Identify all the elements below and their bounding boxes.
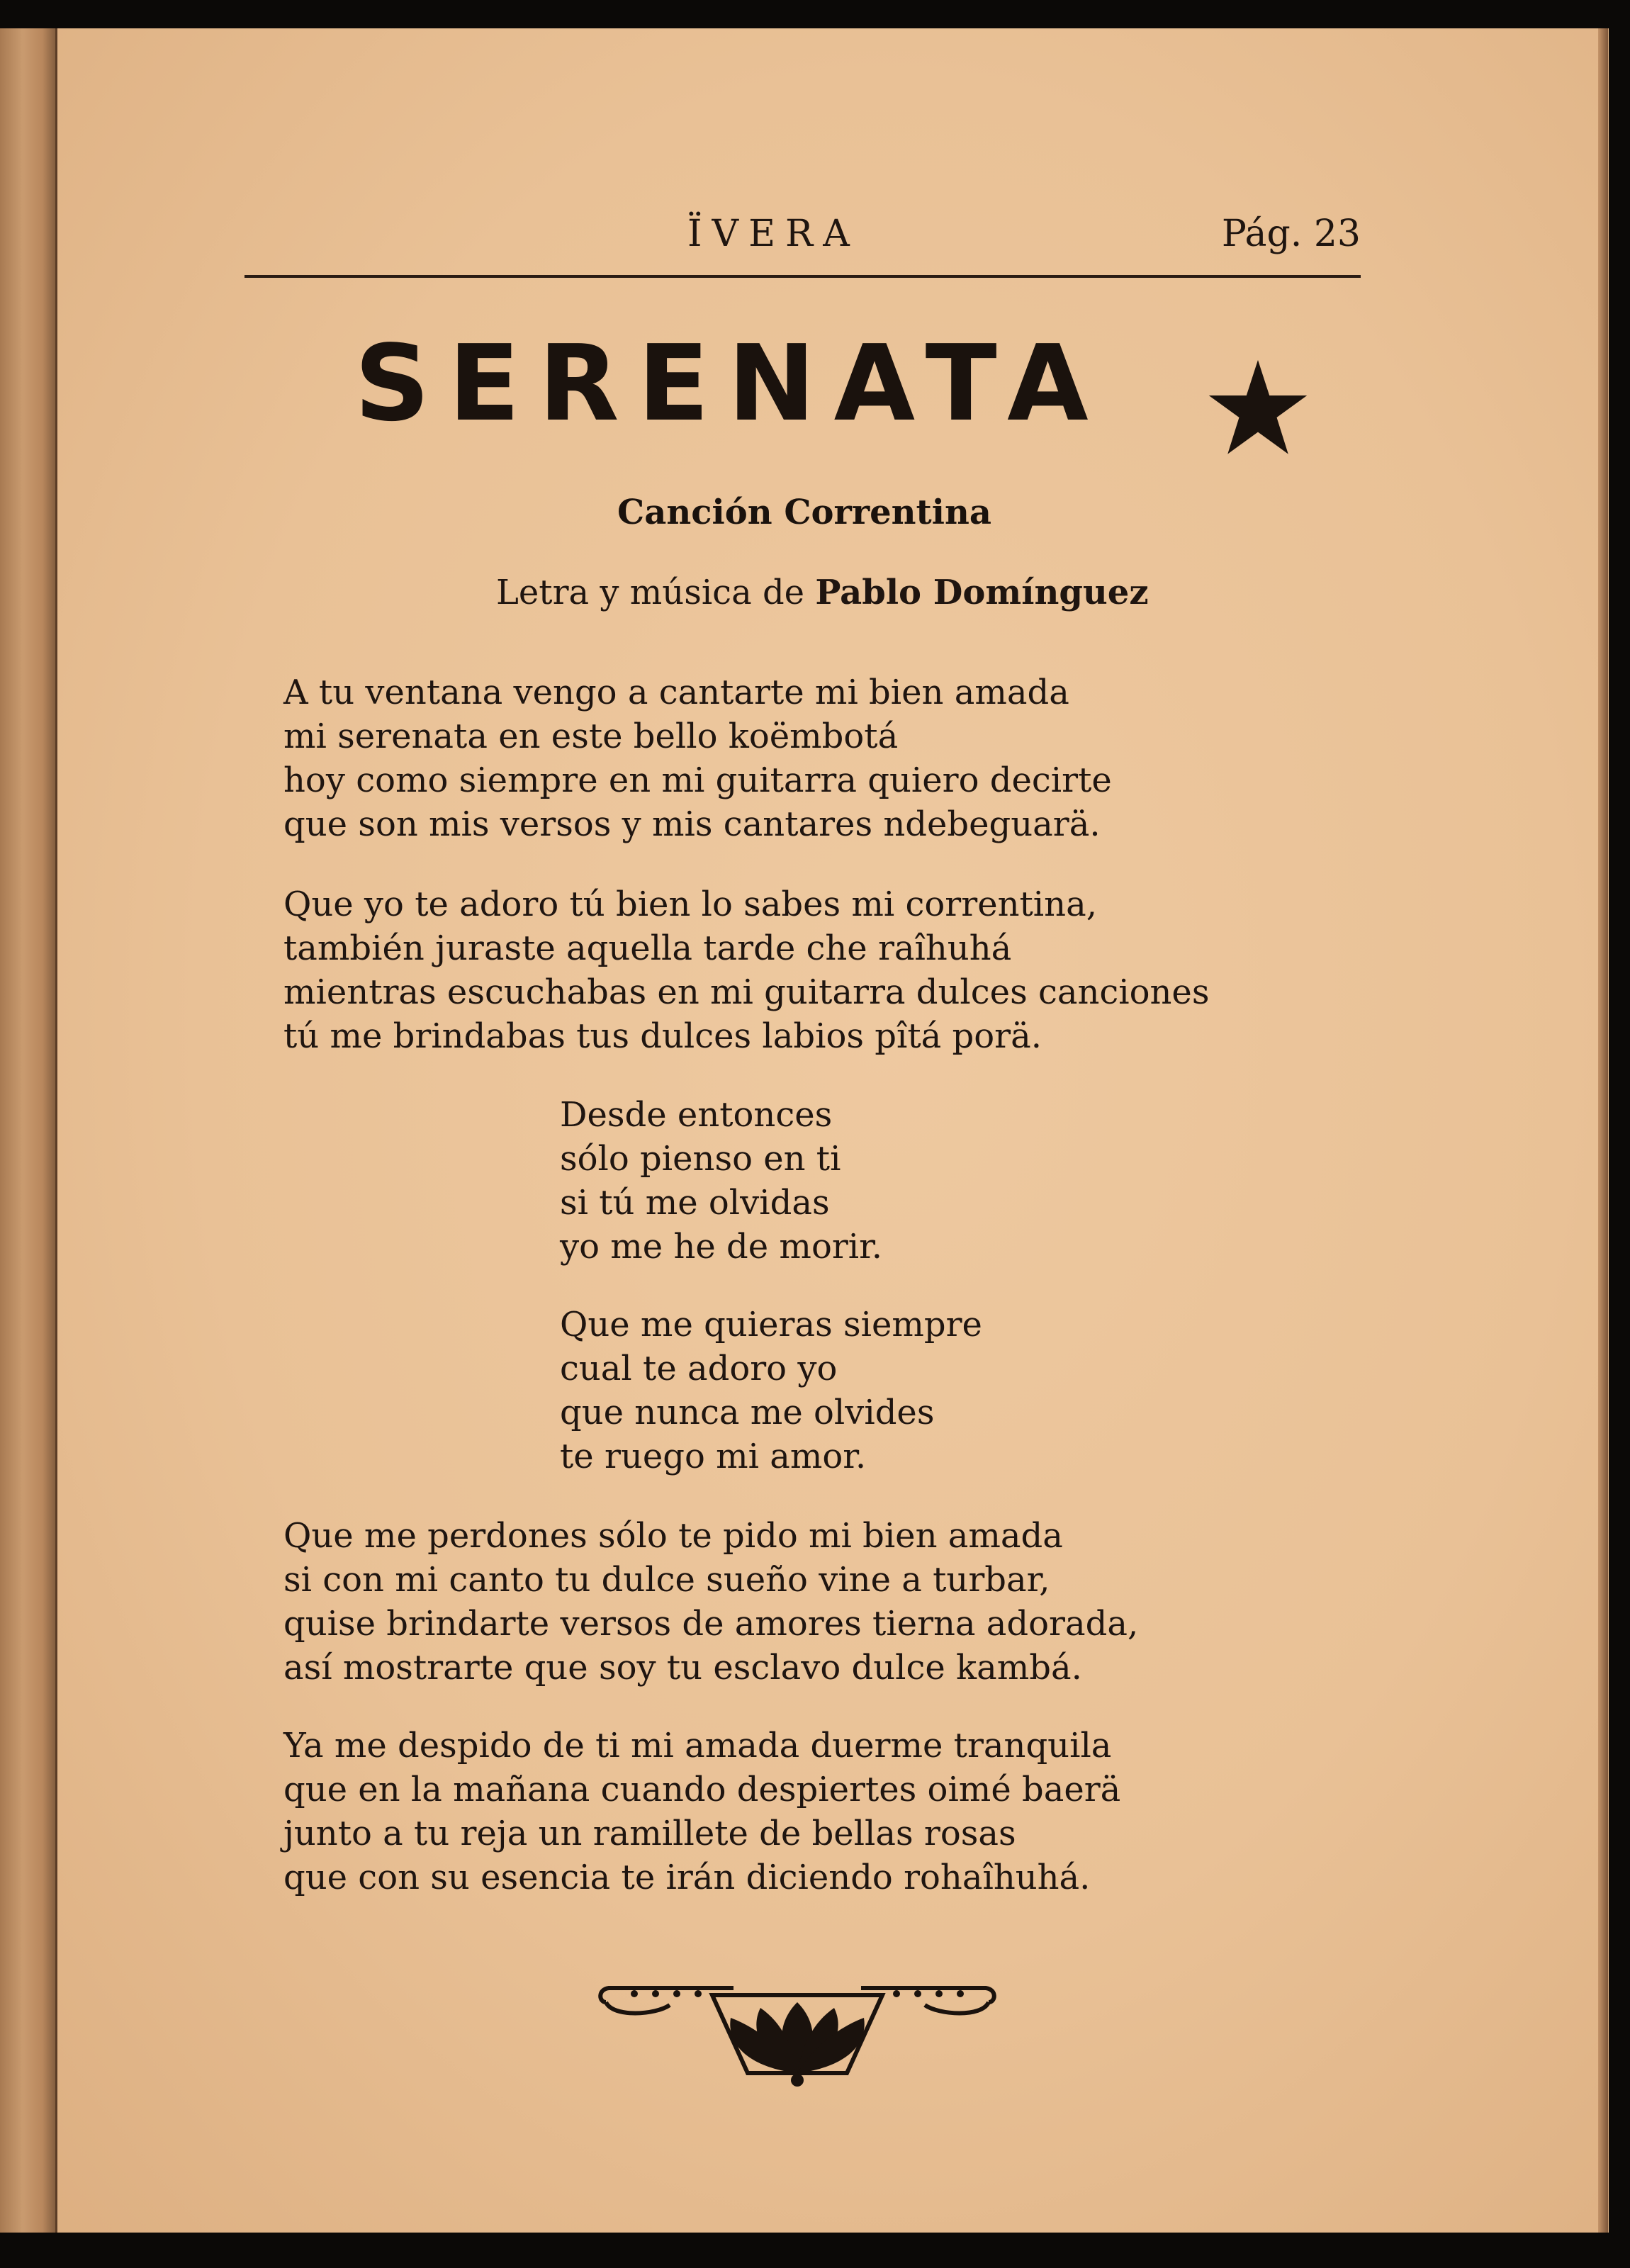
verse-line: así mostrarte que soy tu esclavo dulce kambá. xyxy=(283,1648,1082,1688)
verse-line: Ya me despido de ti mi amada duerme tranquila xyxy=(283,1726,1112,1765)
chorus-line: que nunca me olvides xyxy=(560,1393,935,1432)
verse-line: Que me perdones sólo te pido mi bien amada xyxy=(283,1516,1063,1556)
page-header xyxy=(248,213,1361,269)
chorus-line: cual te adoro yo xyxy=(560,1349,838,1388)
verse-line: A tu ventana vengo a cantarte mi bien amada xyxy=(283,673,1069,712)
verse-line: Que yo te adoro tú bien lo sabes mi correntina, xyxy=(283,885,1097,924)
verse-line: si con mi canto tu dulce sueño vine a turbar, xyxy=(283,1560,1050,1600)
song-subtitle: Canción Correntina xyxy=(617,493,991,532)
verse-line: quise brindarte versos de amores tierna adorada, xyxy=(283,1604,1139,1644)
credit-author: Pablo Domínguez xyxy=(815,573,1149,612)
chorus-line: si tú me olvidas xyxy=(560,1183,830,1223)
header-rule xyxy=(244,275,1361,278)
page-binding xyxy=(0,28,57,2233)
chorus-1 xyxy=(560,1093,882,1269)
credit-prefix: Letra y música de xyxy=(496,573,805,612)
gutter-line xyxy=(55,28,57,2233)
page-edge xyxy=(1598,28,1608,2233)
verse-line: que son mis versos y mis cantares ndebeguarä. xyxy=(283,804,1101,844)
verse-line: que con su esencia te irán diciendo rohaîhuhá. xyxy=(283,1858,1091,1897)
chorus-line: yo me he de morir. xyxy=(560,1227,883,1267)
page-number: Pág. 23 xyxy=(1221,213,1361,255)
ornament-icon xyxy=(592,1974,1003,2091)
verse-line: que en la mañana cuando despiertes oimé baerä xyxy=(283,1770,1121,1809)
stanza-4 xyxy=(283,1724,1120,1899)
running-title: ÏVERA xyxy=(687,213,860,255)
verse-line: tú me brindabas tus dulces labios pîtá porä. xyxy=(283,1016,1042,1056)
chorus-line: te ruego mi amor. xyxy=(560,1437,867,1476)
stanza-2 xyxy=(283,882,1209,1058)
verse-line: también juraste aquella tarde che raîhuhá xyxy=(283,928,1012,968)
chorus-line: sólo pienso en ti xyxy=(560,1139,841,1179)
song-title: SERENATA xyxy=(354,322,1107,444)
verse-line: hoy como siempre en mi guitarra quiero decirte xyxy=(283,760,1112,800)
stanza-3 xyxy=(283,1514,1138,1690)
chorus-line: Que me quieras siempre xyxy=(560,1305,982,1344)
song-credit xyxy=(496,573,1149,612)
chorus-2 xyxy=(560,1303,982,1478)
stanza-1 xyxy=(283,670,1112,846)
verse-line: mientras escuchabas en mi guitarra dulces canciones xyxy=(283,972,1210,1012)
verse-line: mi serenata en este bello koëmbotá xyxy=(283,717,899,756)
verse-line: junto a tu reja un ramillete de bellas rosas xyxy=(283,1814,1016,1853)
star-icon xyxy=(1205,358,1311,457)
chorus-line: Desde entonces xyxy=(560,1095,833,1135)
